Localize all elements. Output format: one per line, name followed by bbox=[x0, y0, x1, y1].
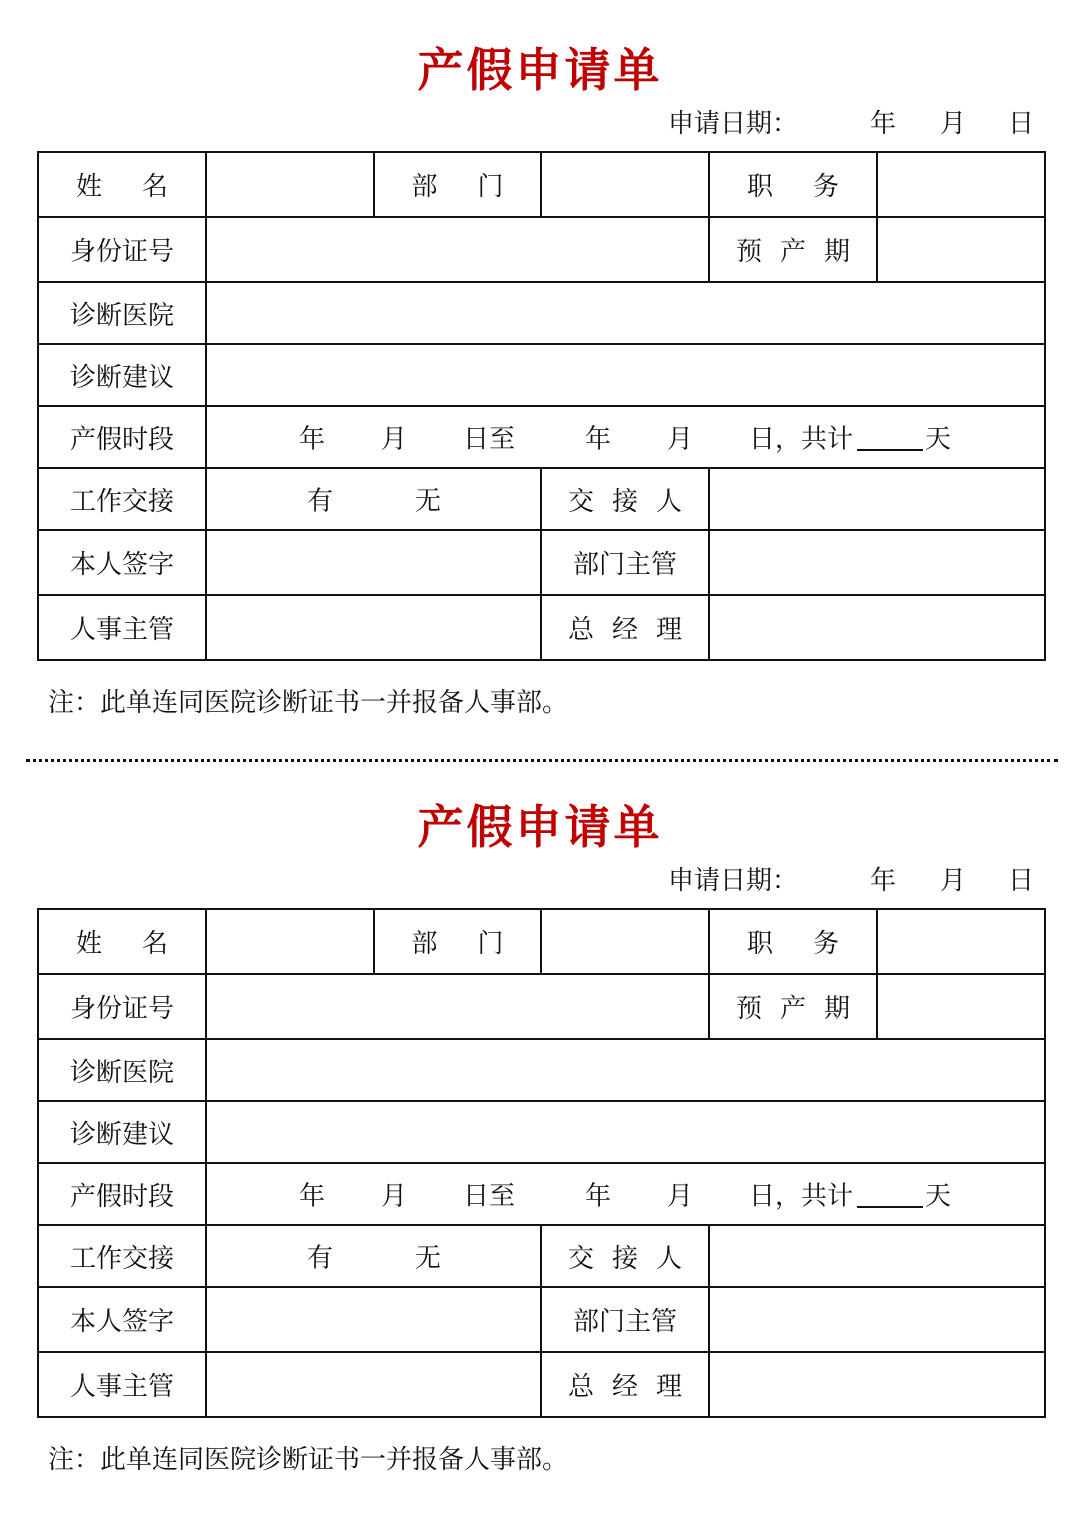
form-title: 产假申请单 bbox=[417, 43, 663, 97]
form-table bbox=[37, 151, 1046, 661]
general-manager-label: 总经理 bbox=[541, 595, 709, 660]
period-year-start: 年 bbox=[299, 1181, 326, 1212]
due-date-field[interactable] bbox=[877, 217, 1045, 282]
handover-label: 工作交接 bbox=[38, 1225, 206, 1287]
handover-person-label: 交接人 bbox=[541, 1225, 709, 1287]
name-field[interactable] bbox=[206, 152, 374, 217]
advice-field[interactable] bbox=[206, 344, 1045, 406]
application-date-label: 申请日期： bbox=[668, 866, 799, 896]
table-row bbox=[38, 152, 1045, 217]
table-row bbox=[38, 1352, 1045, 1417]
form-table bbox=[37, 908, 1046, 1418]
handover-yes[interactable]: 有 bbox=[307, 486, 334, 517]
hospital-field[interactable] bbox=[206, 1039, 1045, 1101]
period-days-unit: 天 bbox=[925, 1181, 952, 1212]
date-year-unit: 年 bbox=[870, 109, 897, 139]
general-manager-field[interactable] bbox=[709, 1352, 1045, 1417]
table-row bbox=[38, 1101, 1045, 1163]
id-number-field[interactable] bbox=[206, 974, 709, 1039]
applicant-sign-field[interactable] bbox=[206, 1287, 541, 1352]
handover-no[interactable]: 无 bbox=[415, 486, 442, 517]
handover-label: 工作交接 bbox=[38, 468, 206, 530]
advice-label: 诊断建议 bbox=[38, 344, 206, 406]
date-month-unit: 月 bbox=[940, 866, 967, 896]
hospital-field[interactable] bbox=[206, 282, 1045, 344]
general-manager-field[interactable] bbox=[709, 595, 1045, 660]
table-row bbox=[38, 1039, 1045, 1101]
period-year-start: 年 bbox=[299, 424, 326, 455]
period-month-start: 月 bbox=[381, 1181, 408, 1212]
due-date-label: 预产期 bbox=[709, 217, 877, 282]
application-date-label: 申请日期： bbox=[668, 109, 799, 139]
hospital-label: 诊断医院 bbox=[38, 1039, 206, 1101]
applicant-sign-label: 本人签字 bbox=[38, 530, 206, 595]
hr-manager-label: 人事主管 bbox=[38, 595, 206, 660]
date-day-unit: 日 bbox=[1008, 109, 1035, 139]
table-row bbox=[38, 909, 1045, 974]
period-day-total: 日，共计 bbox=[749, 1181, 854, 1212]
id-number-label: 身份证号 bbox=[38, 974, 206, 1039]
cut-line-divider bbox=[26, 759, 1058, 762]
table-row bbox=[38, 282, 1045, 344]
handover-person-field[interactable] bbox=[709, 468, 1045, 530]
handover-person-label: 交接人 bbox=[541, 468, 709, 530]
period-month-end: 月 bbox=[667, 1181, 694, 1212]
period-month-start: 月 bbox=[381, 424, 408, 455]
handover-no[interactable]: 无 bbox=[415, 1243, 442, 1274]
hr-manager-field[interactable] bbox=[206, 1352, 541, 1417]
position-field[interactable] bbox=[877, 909, 1045, 974]
department-field[interactable] bbox=[541, 909, 709, 974]
period-day-to: 日至 bbox=[463, 424, 516, 455]
table-row bbox=[38, 1287, 1045, 1352]
table-row bbox=[38, 217, 1045, 282]
period-year-end: 年 bbox=[585, 1181, 612, 1212]
table-row bbox=[38, 1163, 1045, 1225]
period-field[interactable] bbox=[206, 1163, 1045, 1225]
department-label: 部门 bbox=[374, 152, 541, 217]
table-row bbox=[38, 1225, 1045, 1287]
period-day-total: 日，共计 bbox=[749, 424, 854, 455]
handover-options[interactable] bbox=[206, 468, 541, 530]
applicant-sign-label: 本人签字 bbox=[38, 1287, 206, 1352]
position-label: 职务 bbox=[709, 909, 877, 974]
advice-field[interactable] bbox=[206, 1101, 1045, 1163]
period-label: 产假时段 bbox=[38, 406, 206, 468]
days-blank[interactable] bbox=[857, 423, 923, 451]
due-date-field[interactable] bbox=[877, 974, 1045, 1039]
name-label: 姓名 bbox=[38, 152, 206, 217]
dept-manager-field[interactable] bbox=[709, 530, 1045, 595]
dept-manager-field[interactable] bbox=[709, 1287, 1045, 1352]
name-label: 姓名 bbox=[38, 909, 206, 974]
period-day-to: 日至 bbox=[463, 1181, 516, 1212]
table-row bbox=[38, 974, 1045, 1039]
advice-label: 诊断建议 bbox=[38, 1101, 206, 1163]
period-label: 产假时段 bbox=[38, 1163, 206, 1225]
table-row bbox=[38, 344, 1045, 406]
hr-manager-label: 人事主管 bbox=[38, 1352, 206, 1417]
table-row bbox=[38, 595, 1045, 660]
hr-manager-field[interactable] bbox=[206, 595, 541, 660]
period-days-unit: 天 bbox=[925, 424, 952, 455]
handover-person-field[interactable] bbox=[709, 1225, 1045, 1287]
period-month-end: 月 bbox=[667, 424, 694, 455]
position-field[interactable] bbox=[877, 152, 1045, 217]
table-row bbox=[38, 468, 1045, 530]
dept-manager-label: 部门主管 bbox=[541, 1287, 709, 1352]
period-year-end: 年 bbox=[585, 424, 612, 455]
position-label: 职务 bbox=[709, 152, 877, 217]
id-number-field[interactable] bbox=[206, 217, 709, 282]
department-field[interactable] bbox=[541, 152, 709, 217]
form-note: 注：此单连同医院诊断证书一并报备人事部。 bbox=[48, 688, 569, 718]
due-date-label: 预产期 bbox=[709, 974, 877, 1039]
form-title: 产假申请单 bbox=[417, 800, 663, 854]
table-row bbox=[38, 530, 1045, 595]
applicant-sign-field[interactable] bbox=[206, 530, 541, 595]
dept-manager-label: 部门主管 bbox=[541, 530, 709, 595]
period-field[interactable] bbox=[206, 406, 1045, 468]
date-day-unit: 日 bbox=[1008, 866, 1035, 896]
table-row bbox=[38, 406, 1045, 468]
days-blank[interactable] bbox=[857, 1180, 923, 1208]
date-month-unit: 月 bbox=[940, 109, 967, 139]
name-field[interactable] bbox=[206, 909, 374, 974]
id-number-label: 身份证号 bbox=[38, 217, 206, 282]
date-year-unit: 年 bbox=[870, 866, 897, 896]
department-label: 部门 bbox=[374, 909, 541, 974]
general-manager-label: 总经理 bbox=[541, 1352, 709, 1417]
handover-yes[interactable]: 有 bbox=[307, 1243, 334, 1274]
form-note: 注：此单连同医院诊断证书一并报备人事部。 bbox=[48, 1445, 569, 1475]
handover-options[interactable] bbox=[206, 1225, 541, 1287]
hospital-label: 诊断医院 bbox=[38, 282, 206, 344]
